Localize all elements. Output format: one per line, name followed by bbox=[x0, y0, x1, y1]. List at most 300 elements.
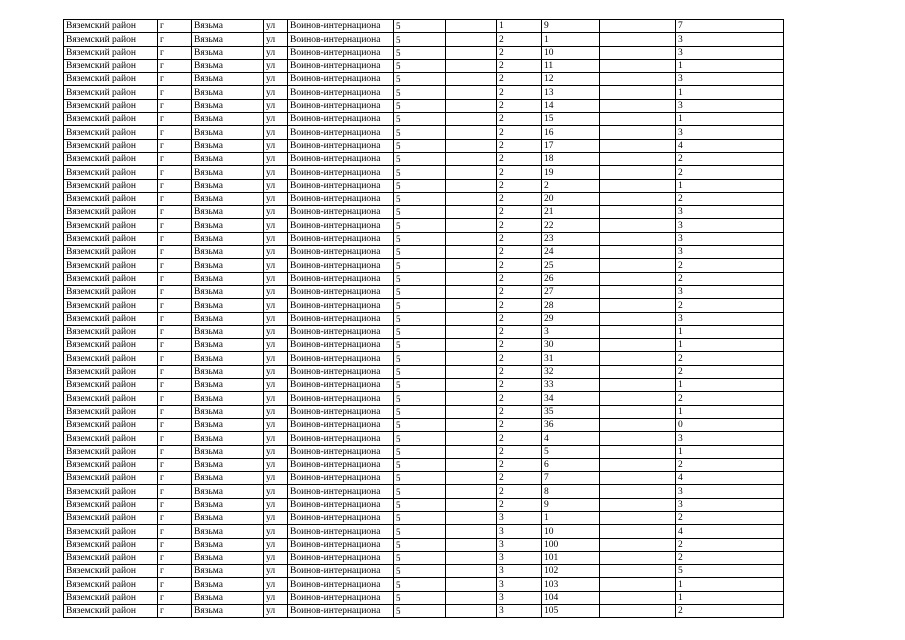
cell-col8: 2 bbox=[497, 285, 542, 298]
cell-col9: 5 bbox=[542, 445, 600, 458]
cell-locality-type: г bbox=[158, 312, 192, 325]
table-row bbox=[64, 405, 784, 418]
cell-col10 bbox=[600, 511, 676, 524]
cell-district: Вяземский район bbox=[64, 299, 158, 312]
cell-district: Вяземский район bbox=[64, 525, 158, 538]
cell-street-type: ул bbox=[264, 86, 288, 99]
cell-col9: 11 bbox=[542, 59, 600, 72]
cell-col6: 5 bbox=[394, 33, 446, 46]
cell-locality-type: г bbox=[158, 458, 192, 471]
cell-locality-type: г bbox=[158, 405, 192, 418]
cell-locality-type: г bbox=[158, 246, 192, 259]
cell-col7 bbox=[446, 126, 497, 139]
cell-locality: Вязьма bbox=[192, 565, 264, 578]
cell-col8: 2 bbox=[497, 325, 542, 338]
table-row bbox=[64, 219, 784, 232]
cell-col8: 2 bbox=[497, 299, 542, 312]
cell-locality-type: г bbox=[158, 259, 192, 272]
cell-locality-type: г bbox=[158, 179, 192, 192]
cell-locality: Вязьма bbox=[192, 126, 264, 139]
cell-street: Воинов-интернациона bbox=[288, 325, 394, 338]
cell-col8: 2 bbox=[497, 458, 542, 471]
cell-col10 bbox=[600, 339, 676, 352]
cell-col9: 15 bbox=[542, 113, 600, 126]
cell-district: Вяземский район bbox=[64, 179, 158, 192]
cell-col8: 2 bbox=[497, 472, 542, 485]
cell-street: Воинов-интернациона bbox=[288, 365, 394, 378]
cell-col6: 5 bbox=[394, 206, 446, 219]
cell-col8: 2 bbox=[497, 113, 542, 126]
cell-col11: 1 bbox=[676, 379, 784, 392]
cell-locality: Вязьма bbox=[192, 525, 264, 538]
cell-col8: 2 bbox=[497, 272, 542, 285]
cell-col7 bbox=[446, 392, 497, 405]
cell-col11: 2 bbox=[676, 605, 784, 618]
cell-col9: 34 bbox=[542, 392, 600, 405]
cell-street: Воинов-интернациона bbox=[288, 139, 394, 152]
cell-col7 bbox=[446, 339, 497, 352]
cell-locality: Вязьма bbox=[192, 272, 264, 285]
cell-col8: 3 bbox=[497, 538, 542, 551]
cell-col7 bbox=[446, 73, 497, 86]
cell-locality: Вязьма bbox=[192, 299, 264, 312]
cell-street: Воинов-интернациона bbox=[288, 551, 394, 564]
cell-col6: 5 bbox=[394, 472, 446, 485]
cell-locality: Вязьма bbox=[192, 445, 264, 458]
cell-street: Воинов-интернациона bbox=[288, 33, 394, 46]
cell-street-type: ул bbox=[264, 392, 288, 405]
cell-col6: 5 bbox=[394, 46, 446, 59]
table-row bbox=[64, 325, 784, 338]
cell-col9: 20 bbox=[542, 192, 600, 205]
cell-col8: 3 bbox=[497, 551, 542, 564]
cell-col10 bbox=[600, 458, 676, 471]
cell-locality: Вязьма bbox=[192, 405, 264, 418]
cell-col6: 5 bbox=[394, 113, 446, 126]
cell-col7 bbox=[446, 232, 497, 245]
table-row bbox=[64, 458, 784, 471]
cell-col9: 25 bbox=[542, 259, 600, 272]
cell-district: Вяземский район bbox=[64, 59, 158, 72]
cell-col9: 101 bbox=[542, 551, 600, 564]
cell-locality-type: г bbox=[158, 392, 192, 405]
cell-locality-type: г bbox=[158, 538, 192, 551]
cell-col11: 3 bbox=[676, 46, 784, 59]
cell-street-type: ул bbox=[264, 20, 288, 33]
cell-district: Вяземский район bbox=[64, 379, 158, 392]
cell-district: Вяземский район bbox=[64, 325, 158, 338]
cell-col11: 1 bbox=[676, 339, 784, 352]
cell-street: Воинов-интернациона bbox=[288, 578, 394, 591]
cell-col6: 5 bbox=[394, 86, 446, 99]
table-row bbox=[64, 139, 784, 152]
cell-street-type: ул bbox=[264, 179, 288, 192]
table-row bbox=[64, 206, 784, 219]
cell-street-type: ул bbox=[264, 432, 288, 445]
cell-locality-type: г bbox=[158, 20, 192, 33]
cell-col9: 19 bbox=[542, 166, 600, 179]
cell-col6: 5 bbox=[394, 392, 446, 405]
cell-street: Воинов-интернациона bbox=[288, 339, 394, 352]
cell-col8: 2 bbox=[497, 219, 542, 232]
cell-col9: 13 bbox=[542, 86, 600, 99]
cell-col7 bbox=[446, 312, 497, 325]
cell-col8: 2 bbox=[497, 192, 542, 205]
cell-col9: 1 bbox=[542, 33, 600, 46]
cell-street-type: ул bbox=[264, 405, 288, 418]
cell-street-type: ул bbox=[264, 352, 288, 365]
cell-col7 bbox=[446, 485, 497, 498]
cell-col8: 2 bbox=[497, 139, 542, 152]
cell-col11: 2 bbox=[676, 365, 784, 378]
cell-col6: 5 bbox=[394, 578, 446, 591]
cell-col10 bbox=[600, 445, 676, 458]
cell-street-type: ул bbox=[264, 591, 288, 604]
cell-locality: Вязьма bbox=[192, 59, 264, 72]
cell-col9: 12 bbox=[542, 73, 600, 86]
cell-col6: 5 bbox=[394, 498, 446, 511]
table-row bbox=[64, 591, 784, 604]
cell-col11: 1 bbox=[676, 578, 784, 591]
cell-col6: 5 bbox=[394, 272, 446, 285]
table-row bbox=[64, 232, 784, 245]
cell-col6: 5 bbox=[394, 246, 446, 259]
cell-col9: 100 bbox=[542, 538, 600, 551]
table-row bbox=[64, 299, 784, 312]
cell-street: Воинов-интернациона bbox=[288, 498, 394, 511]
cell-col10 bbox=[600, 405, 676, 418]
cell-col8: 2 bbox=[497, 246, 542, 259]
cell-street: Воинов-интернациона bbox=[288, 86, 394, 99]
table-row bbox=[64, 432, 784, 445]
table-row bbox=[64, 605, 784, 618]
cell-street: Воинов-интернациона bbox=[288, 312, 394, 325]
cell-locality-type: г bbox=[158, 352, 192, 365]
cell-col8: 2 bbox=[497, 432, 542, 445]
cell-col11: 1 bbox=[676, 591, 784, 604]
cell-col9: 9 bbox=[542, 498, 600, 511]
cell-district: Вяземский район bbox=[64, 33, 158, 46]
cell-district: Вяземский район bbox=[64, 73, 158, 86]
cell-col10 bbox=[600, 472, 676, 485]
cell-district: Вяземский район bbox=[64, 418, 158, 431]
cell-col11: 2 bbox=[676, 192, 784, 205]
cell-locality: Вязьма bbox=[192, 33, 264, 46]
cell-locality: Вязьма bbox=[192, 418, 264, 431]
cell-locality: Вязьма bbox=[192, 472, 264, 485]
cell-col7 bbox=[446, 418, 497, 431]
cell-col9: 105 bbox=[542, 605, 600, 618]
cell-col7 bbox=[446, 538, 497, 551]
cell-col7 bbox=[446, 139, 497, 152]
cell-locality: Вязьма bbox=[192, 166, 264, 179]
cell-col11: 2 bbox=[676, 152, 784, 165]
cell-street-type: ул bbox=[264, 379, 288, 392]
table-row bbox=[64, 166, 784, 179]
cell-col7 bbox=[446, 365, 497, 378]
cell-street-type: ул bbox=[264, 458, 288, 471]
cell-street: Воинов-интернациона bbox=[288, 232, 394, 245]
cell-col8: 2 bbox=[497, 166, 542, 179]
cell-locality: Вязьма bbox=[192, 511, 264, 524]
cell-col11: 1 bbox=[676, 445, 784, 458]
cell-col8: 2 bbox=[497, 259, 542, 272]
cell-col9: 31 bbox=[542, 352, 600, 365]
cell-district: Вяземский район bbox=[64, 206, 158, 219]
cell-locality-type: г bbox=[158, 591, 192, 604]
table-row bbox=[64, 511, 784, 524]
cell-locality: Вязьма bbox=[192, 498, 264, 511]
cell-col11: 3 bbox=[676, 232, 784, 245]
cell-district: Вяземский район bbox=[64, 458, 158, 471]
cell-col6: 5 bbox=[394, 259, 446, 272]
cell-district: Вяземский район bbox=[64, 392, 158, 405]
cell-locality-type: г bbox=[158, 432, 192, 445]
cell-col6: 5 bbox=[394, 20, 446, 33]
cell-col11: 2 bbox=[676, 551, 784, 564]
cell-street: Воинов-интернациона bbox=[288, 392, 394, 405]
cell-col9: 32 bbox=[542, 365, 600, 378]
cell-locality-type: г bbox=[158, 46, 192, 59]
cell-locality-type: г bbox=[158, 365, 192, 378]
cell-col7 bbox=[446, 33, 497, 46]
cell-col9: 36 bbox=[542, 418, 600, 431]
cell-col9: 18 bbox=[542, 152, 600, 165]
cell-col10 bbox=[600, 46, 676, 59]
cell-col8: 2 bbox=[497, 485, 542, 498]
cell-street: Воинов-интернациона bbox=[288, 352, 394, 365]
cell-street: Воинов-интернациона bbox=[288, 113, 394, 126]
cell-district: Вяземский район bbox=[64, 99, 158, 112]
cell-col10 bbox=[600, 246, 676, 259]
cell-col11: 2 bbox=[676, 458, 784, 471]
cell-locality-type: г bbox=[158, 206, 192, 219]
cell-locality: Вязьма bbox=[192, 20, 264, 33]
cell-col11: 3 bbox=[676, 285, 784, 298]
cell-col10 bbox=[600, 352, 676, 365]
cell-col10 bbox=[600, 538, 676, 551]
cell-col7 bbox=[446, 551, 497, 564]
cell-locality-type: г bbox=[158, 472, 192, 485]
cell-locality-type: г bbox=[158, 166, 192, 179]
cell-col6: 5 bbox=[394, 166, 446, 179]
cell-street-type: ул bbox=[264, 73, 288, 86]
cell-street-type: ул bbox=[264, 472, 288, 485]
cell-col7 bbox=[446, 86, 497, 99]
cell-col7 bbox=[446, 46, 497, 59]
cell-locality-type: г bbox=[158, 525, 192, 538]
cell-col11: 3 bbox=[676, 33, 784, 46]
cell-street: Воинов-интернациона bbox=[288, 432, 394, 445]
cell-col6: 5 bbox=[394, 285, 446, 298]
cell-street: Воинов-интернациона bbox=[288, 166, 394, 179]
cell-col11: 2 bbox=[676, 352, 784, 365]
cell-col9: 26 bbox=[542, 272, 600, 285]
table-row bbox=[64, 259, 784, 272]
cell-col8: 2 bbox=[497, 179, 542, 192]
table-row bbox=[64, 525, 784, 538]
cell-col9: 24 bbox=[542, 246, 600, 259]
cell-col7 bbox=[446, 379, 497, 392]
cell-locality: Вязьма bbox=[192, 46, 264, 59]
cell-col11: 4 bbox=[676, 139, 784, 152]
cell-col9: 8 bbox=[542, 485, 600, 498]
cell-locality-type: г bbox=[158, 33, 192, 46]
cell-col10 bbox=[600, 551, 676, 564]
cell-col6: 5 bbox=[394, 432, 446, 445]
cell-district: Вяземский район bbox=[64, 472, 158, 485]
cell-col6: 5 bbox=[394, 591, 446, 604]
table-row bbox=[64, 498, 784, 511]
cell-locality: Вязьма bbox=[192, 485, 264, 498]
cell-street: Воинов-интернациона bbox=[288, 259, 394, 272]
cell-col6: 5 bbox=[394, 352, 446, 365]
cell-col8: 2 bbox=[497, 352, 542, 365]
cell-col7 bbox=[446, 591, 497, 604]
cell-locality-type: г bbox=[158, 152, 192, 165]
cell-locality: Вязьма bbox=[192, 312, 264, 325]
cell-street-type: ул bbox=[264, 525, 288, 538]
cell-locality-type: г bbox=[158, 551, 192, 564]
table-row bbox=[64, 86, 784, 99]
cell-locality-type: г bbox=[158, 86, 192, 99]
cell-col10 bbox=[600, 232, 676, 245]
cell-locality: Вязьма bbox=[192, 219, 264, 232]
cell-col6: 5 bbox=[394, 312, 446, 325]
cell-locality: Вязьма bbox=[192, 365, 264, 378]
cell-col6: 5 bbox=[394, 458, 446, 471]
cell-district: Вяземский район bbox=[64, 139, 158, 152]
cell-locality: Вязьма bbox=[192, 339, 264, 352]
cell-district: Вяземский район bbox=[64, 192, 158, 205]
cell-col8: 2 bbox=[497, 99, 542, 112]
cell-col8: 2 bbox=[497, 126, 542, 139]
cell-locality: Вязьма bbox=[192, 379, 264, 392]
cell-col7 bbox=[446, 525, 497, 538]
data-table bbox=[63, 19, 784, 618]
cell-col10 bbox=[600, 299, 676, 312]
cell-col11: 3 bbox=[676, 73, 784, 86]
cell-street: Воинов-интернациона bbox=[288, 219, 394, 232]
table-row bbox=[64, 379, 784, 392]
cell-col11: 4 bbox=[676, 472, 784, 485]
cell-street: Воинов-интернациона bbox=[288, 246, 394, 259]
cell-street-type: ул bbox=[264, 219, 288, 232]
cell-district: Вяземский район bbox=[64, 259, 158, 272]
cell-street-type: ул bbox=[264, 113, 288, 126]
cell-col7 bbox=[446, 498, 497, 511]
cell-col10 bbox=[600, 325, 676, 338]
cell-street-type: ул bbox=[264, 192, 288, 205]
cell-street: Воинов-интернациона bbox=[288, 206, 394, 219]
cell-col9: 7 bbox=[542, 472, 600, 485]
cell-col10 bbox=[600, 591, 676, 604]
cell-col7 bbox=[446, 219, 497, 232]
cell-col6: 5 bbox=[394, 99, 446, 112]
cell-col8: 3 bbox=[497, 511, 542, 524]
cell-col9: 3 bbox=[542, 325, 600, 338]
cell-locality-type: г bbox=[158, 418, 192, 431]
cell-col9: 35 bbox=[542, 405, 600, 418]
cell-col10 bbox=[600, 113, 676, 126]
cell-street-type: ул bbox=[264, 339, 288, 352]
cell-street: Воинов-интернациона bbox=[288, 472, 394, 485]
table-row bbox=[64, 339, 784, 352]
cell-street-type: ул bbox=[264, 99, 288, 112]
cell-street-type: ул bbox=[264, 565, 288, 578]
cell-col10 bbox=[600, 166, 676, 179]
cell-col7 bbox=[446, 605, 497, 618]
cell-col6: 5 bbox=[394, 325, 446, 338]
cell-street: Воинов-интернациона bbox=[288, 418, 394, 431]
cell-locality-type: г bbox=[158, 339, 192, 352]
cell-col11: 3 bbox=[676, 485, 784, 498]
cell-locality: Вязьма bbox=[192, 352, 264, 365]
cell-col6: 5 bbox=[394, 73, 446, 86]
cell-col7 bbox=[446, 246, 497, 259]
cell-col11: 1 bbox=[676, 86, 784, 99]
cell-col11: 3 bbox=[676, 498, 784, 511]
cell-col11: 0 bbox=[676, 418, 784, 431]
cell-col9: 17 bbox=[542, 139, 600, 152]
cell-col8: 3 bbox=[497, 605, 542, 618]
cell-street: Воинов-интернациона bbox=[288, 591, 394, 604]
cell-col9: 10 bbox=[542, 525, 600, 538]
cell-col8: 2 bbox=[497, 232, 542, 245]
cell-col7 bbox=[446, 299, 497, 312]
cell-street: Воинов-интернациона bbox=[288, 59, 394, 72]
cell-street-type: ул bbox=[264, 46, 288, 59]
cell-district: Вяземский район bbox=[64, 166, 158, 179]
cell-col10 bbox=[600, 365, 676, 378]
cell-col9: 30 bbox=[542, 339, 600, 352]
cell-col8: 2 bbox=[497, 365, 542, 378]
cell-locality-type: г bbox=[158, 192, 192, 205]
cell-col7 bbox=[446, 259, 497, 272]
cell-district: Вяземский район bbox=[64, 605, 158, 618]
cell-locality-type: г bbox=[158, 578, 192, 591]
cell-col7 bbox=[446, 325, 497, 338]
table-row bbox=[64, 538, 784, 551]
cell-col8: 2 bbox=[497, 418, 542, 431]
cell-col10 bbox=[600, 392, 676, 405]
cell-col11: 2 bbox=[676, 166, 784, 179]
cell-col8: 2 bbox=[497, 405, 542, 418]
cell-col7 bbox=[446, 192, 497, 205]
cell-col9: 23 bbox=[542, 232, 600, 245]
cell-col11: 2 bbox=[676, 299, 784, 312]
cell-street-type: ул bbox=[264, 312, 288, 325]
cell-locality: Вязьма bbox=[192, 432, 264, 445]
cell-col7 bbox=[446, 285, 497, 298]
cell-col9: 28 bbox=[542, 299, 600, 312]
cell-locality: Вязьма bbox=[192, 392, 264, 405]
cell-district: Вяземский район bbox=[64, 432, 158, 445]
cell-locality-type: г bbox=[158, 485, 192, 498]
cell-street-type: ул bbox=[264, 551, 288, 564]
cell-col9: 33 bbox=[542, 379, 600, 392]
cell-locality-type: г bbox=[158, 99, 192, 112]
cell-locality: Вязьма bbox=[192, 179, 264, 192]
cell-col9: 9 bbox=[542, 20, 600, 33]
cell-col7 bbox=[446, 99, 497, 112]
cell-col11: 7 bbox=[676, 20, 784, 33]
cell-col11: 1 bbox=[676, 113, 784, 126]
table-row bbox=[64, 246, 784, 259]
cell-locality-type: г bbox=[158, 285, 192, 298]
cell-locality-type: г bbox=[158, 126, 192, 139]
cell-col8: 2 bbox=[497, 59, 542, 72]
